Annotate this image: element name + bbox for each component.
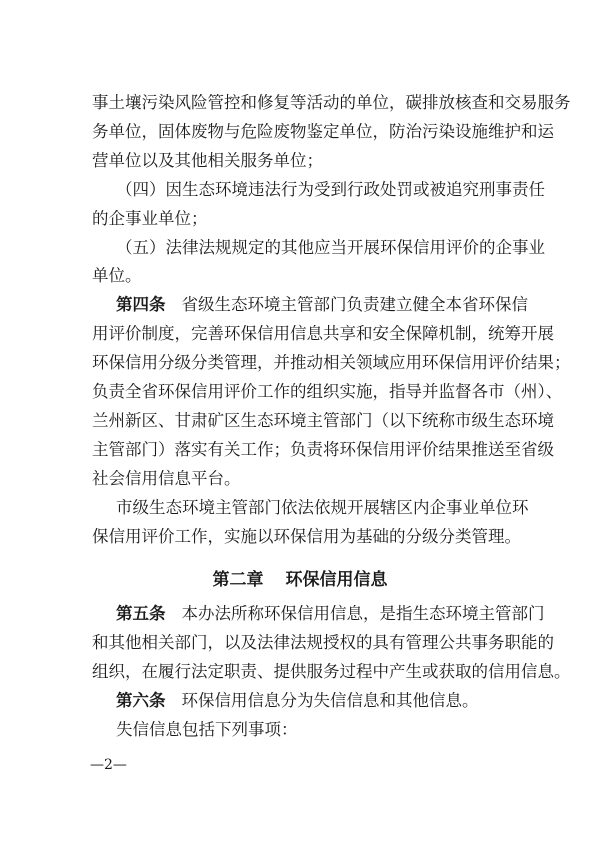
line-text: 和其他相关部门，以及法律法规授权的具有管理公共事务职能的 — [92, 633, 554, 652]
line-text: 营单位以及其他相关服务单位； — [92, 150, 323, 170]
text-line — [116, 603, 545, 625]
chapter-title: 环保信用信息 — [285, 570, 388, 590]
text-line — [92, 323, 554, 345]
line-text: 社会信用信息平台。 — [92, 468, 241, 488]
line-text: 环保信用分级分类管理，并推动相关领域应用环保信用评价结果； — [92, 353, 571, 373]
line-text: 主管部门）落实有关工作；负责将环保信用评价结果推送至省级 — [92, 439, 554, 459]
chapter-number: 第二章 — [212, 570, 264, 590]
line-text: 市级生态环境主管部门依法依规开展辖区内企事业单位环 — [116, 497, 529, 517]
line-text: 失信信息包括下列事项： — [116, 720, 298, 739]
text-line — [116, 294, 528, 316]
article-label: 第六条 — [116, 691, 166, 710]
line-text: 环保信用信息分为失信信息和其他信息。 — [181, 691, 479, 710]
line-text: 省级生态环境主管部门负责建立健全本省环保信 — [181, 295, 528, 315]
line-text: 保信用评价工作，实施以环保信用为基础的分级分类管理。 — [92, 526, 521, 546]
text-line — [116, 690, 508, 712]
line-text: 负责全省环保信用评价工作的组织实施，指导并监督各市（州）、 — [92, 382, 563, 401]
text-line — [92, 381, 563, 403]
text-line — [92, 439, 554, 461]
text-line — [92, 526, 521, 548]
line-text: 务单位，固体废物与危险废物鉴定单位，防治污染设施维护和运 — [92, 121, 554, 141]
text-line — [116, 237, 545, 259]
line-text: 事土壤污染风险管控和修复等活动的单位，碳排放核查和交易服务 — [92, 93, 571, 112]
text-line — [92, 661, 571, 683]
text-line — [92, 410, 554, 432]
chapter-heading — [0, 565, 600, 590]
text-line — [92, 92, 571, 114]
page-number: —2— — [90, 757, 127, 773]
text-line — [116, 719, 508, 741]
text-line — [92, 150, 508, 172]
line-text: 组织，在履行法定职责、提供服务过程中产生或获取的信用信息。 — [92, 662, 571, 681]
line-text: 兰州新区、甘肃矿区生态环境主管部门（以下统称市级生态环境 — [92, 410, 554, 430]
text-line — [116, 497, 529, 519]
text-line — [92, 265, 508, 287]
article-label: 第四条 — [116, 295, 166, 315]
line-text: 单位。 — [92, 266, 142, 286]
line-text: （五）法律法规规定的其他应当开展环保信用评价的企事业 — [116, 237, 545, 257]
line-text: 本办法所称环保信用信息，是指生态环境主管部门 — [181, 604, 545, 623]
line-text: 用评价制度，完善环保信用信息共享和安全保障机制，统筹开展 — [92, 324, 554, 344]
text-line — [92, 468, 508, 490]
text-line — [92, 121, 554, 143]
article-label: 第五条 — [116, 604, 166, 623]
text-line — [92, 352, 571, 374]
text-line — [92, 208, 508, 230]
line-text: 的企事业单位； — [92, 208, 208, 228]
text-line — [92, 632, 554, 654]
text-line — [116, 179, 545, 201]
line-text: （四）因生态环境违法行为受到行政处罚或被追究刑事责任 — [116, 179, 545, 199]
